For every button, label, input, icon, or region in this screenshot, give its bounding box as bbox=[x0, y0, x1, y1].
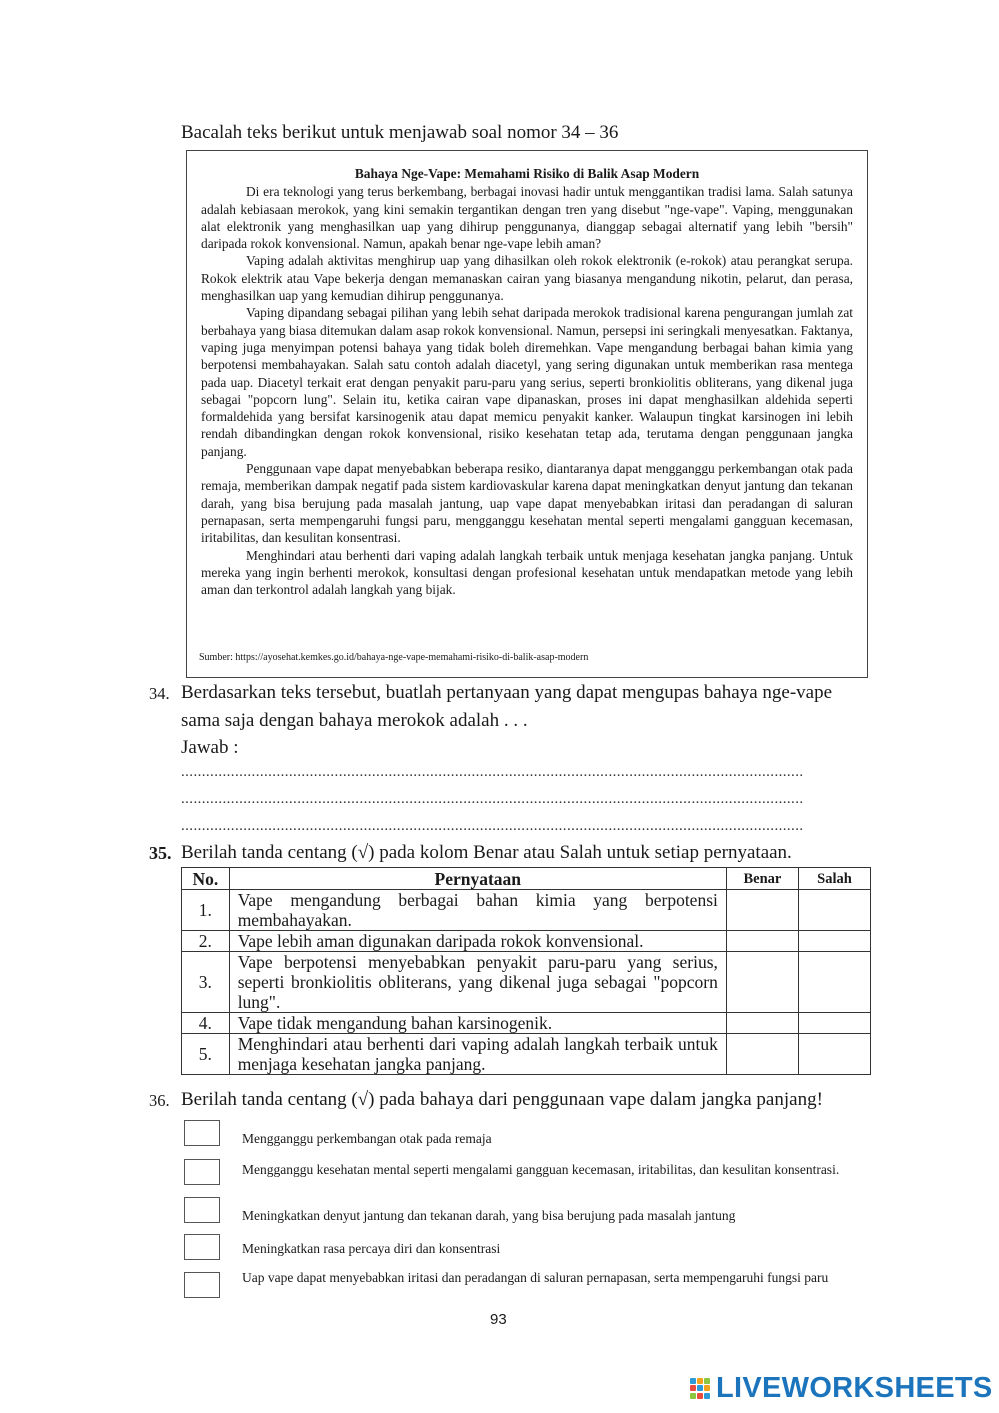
row-number: 5. bbox=[182, 1034, 230, 1075]
false-cell[interactable] bbox=[798, 1013, 870, 1034]
table-row bbox=[182, 1034, 871, 1075]
option-checkbox[interactable] bbox=[184, 1272, 220, 1298]
table-row bbox=[182, 1013, 871, 1034]
article-paragraph: Vaping dipandang sebagai pilihan yang lebih sehat daripada merokok tradisional karena pengurangan jumlah zat berbahaya yang biasa ditemukan dalam asap rokok konvensional. Namun, persepsi ini seringkali menyesatkan. Faktanya, vaping juga menyimpan potensi bahaya yang tidak boleh diremehkan. Vape mengandung berbagai bahan kimia yang berpotensi membahayakan. Salah satu contoh adalah diacetyl, yang sering digunakan untuk memberikan rasa mentega pada uap. Diacetyl terkait erat dengan penyakit paru-paru yang serius, seperti bronkiolitis obliterans, yang dikenal juga sebagai "popcorn lung". Selain itu, ketika cairan vape dipanaskan, proses ini dapat menghasilkan aldehida seperti formaldehida yang bersifat karsinogenik atau dapat memicu penyakit kanker. Walaupun tingkat karsinogen ini lebih rendah dibandingkan dengan rokok konvensional, risiko kesehatan tetap ada, terutama dengan penggunaan jangka panjang. bbox=[201, 305, 853, 459]
table-row bbox=[182, 890, 871, 931]
answer-line-2[interactable]: ...................................................................................................................................................... bbox=[181, 791, 804, 807]
header-no: No. bbox=[182, 868, 230, 890]
question-36-number: 36. bbox=[149, 1091, 170, 1110]
true-cell[interactable] bbox=[726, 1034, 798, 1075]
liveworksheets-brand bbox=[690, 1372, 993, 1405]
row-statement: Vape lebih aman digunakan daripada rokok konvensional. bbox=[229, 931, 726, 952]
question-34-number: 34. bbox=[149, 684, 170, 703]
article-paragraph: Menghindari atau berhenti dari vaping adalah langkah terbaik untuk menjaga kesehatan jangka panjang. Untuk mereka yang ingin berhenti merokok, konsultasi dengan profesional kesehatan untuk mendapatkan metode yang lebih aman dan terkontrol adalah langkah yang bijak. bbox=[201, 547, 853, 598]
option-checkbox[interactable] bbox=[184, 1159, 220, 1185]
false-cell[interactable] bbox=[798, 890, 870, 931]
header-false: Salah bbox=[798, 868, 870, 890]
table-header-row bbox=[182, 868, 871, 890]
row-statement: Vape mengandung berbagai bahan kimia yang berpotensi membahayakan. bbox=[229, 890, 726, 931]
article-source: Sumber: https://ayosehat.kemkes.go.id/bahaya-nge-vape-memahami-risiko-di-balik-asap-modern bbox=[199, 651, 589, 663]
row-number: 1. bbox=[182, 890, 230, 931]
article-box bbox=[186, 150, 868, 678]
option-checkbox[interactable] bbox=[184, 1234, 220, 1260]
false-cell[interactable] bbox=[798, 952, 870, 1013]
question-36-text: Berilah tanda centang (√) pada bahaya dari penggunaan vape dalam jangka panjang! bbox=[181, 1089, 823, 1110]
row-statement: Vape tidak mengandung bahan karsinogenik. bbox=[229, 1013, 726, 1034]
row-number: 4. bbox=[182, 1013, 230, 1034]
true-cell[interactable] bbox=[726, 890, 798, 931]
header-statement: Pernyataan bbox=[229, 868, 726, 890]
answer-line-3[interactable]: ...................................................................................................................................................... bbox=[181, 818, 804, 834]
table-row bbox=[182, 931, 871, 952]
row-statement: Vape berpotensi menyebabkan penyakit paru-paru yang serius, seperti bronkiolitis obliterans, yang dikenal juga sebagai "popcorn lung". bbox=[229, 952, 726, 1013]
table-row bbox=[182, 952, 871, 1013]
reading-instruction: Bacalah teks berikut untuk menjawab soal nomor 34 – 36 bbox=[181, 122, 619, 143]
row-statement: Menghindari atau berhenti dari vaping adalah langkah terbaik untuk menjaga kesehatan jangka panjang. bbox=[229, 1034, 726, 1075]
article-paragraph: Penggunaan vape dapat menyebabkan beberapa resiko, diantaranya dapat mengganggu perkembangan otak pada remaja, memberikan dampak negatif pada sistem kardiovaskular karena dapat meningkatkan denyut jantung dan tekanan darah, yang bisa berujung pada masalah jantung, uap vape dapat menyebabkan iritasi dan peradangan di saluran pernapasan, serta mempengaruhi fungsi paru, mengganggu kesehatan mental seperti mengalami gangguan kecemasan, iritabilitas, dan kesulitan konsentrasi. bbox=[201, 461, 853, 546]
statement-table bbox=[181, 867, 871, 1075]
answer-label: Jawab : bbox=[181, 737, 239, 758]
question-35-number: 35. bbox=[149, 843, 172, 863]
false-cell[interactable] bbox=[798, 1034, 870, 1075]
question-34-text-line2: sama saja dengan bahaya merokok adalah . . . bbox=[181, 710, 528, 731]
true-cell[interactable] bbox=[726, 1013, 798, 1034]
row-number: 3. bbox=[182, 952, 230, 1013]
liveworksheets-logo-icon bbox=[690, 1378, 712, 1400]
question-34-text-line1: Berdasarkan teks tersebut, buatlah pertanyaan yang dapat mengupas bahaya nge-vape bbox=[181, 682, 833, 703]
row-number: 2. bbox=[182, 931, 230, 952]
option-label: Meningkatkan rasa percaya diri dan konsentrasi bbox=[242, 1241, 501, 1256]
false-cell[interactable] bbox=[798, 931, 870, 952]
article-title: Bahaya Nge-Vape: Memahami Risiko di Balik Asap Modern bbox=[354, 166, 700, 181]
answer-line-1[interactable]: ...................................................................................................................................................... bbox=[181, 764, 804, 780]
true-cell[interactable] bbox=[726, 952, 798, 1013]
option-label: Mengganggu kesehatan mental seperti mengalami gangguan kecemasan, iritabilitas, dan kesulitan konsentrasi. bbox=[242, 1162, 840, 1177]
option-label: Meningkatkan denyut jantung dan tekanan darah, yang bisa berujung pada masalah jantung bbox=[242, 1208, 736, 1223]
true-cell[interactable] bbox=[726, 931, 798, 952]
option-label: Mengganggu perkembangan otak pada remaja bbox=[242, 1131, 492, 1146]
page-number: 93 bbox=[490, 1311, 507, 1328]
option-checkbox[interactable] bbox=[184, 1197, 220, 1223]
option-label: Uap vape dapat menyebabkan iritasi dan peradangan di saluran pernapasan, serta mempengaruhi fungsi paru bbox=[242, 1270, 829, 1285]
option-checkbox[interactable] bbox=[184, 1120, 220, 1146]
brand-name: LIVEWORKSHEETS bbox=[716, 1372, 993, 1404]
question-35-text: Berilah tanda centang (√) pada kolom Benar atau Salah untuk setiap pernyataan. bbox=[181, 842, 792, 863]
article-paragraph: Vaping adalah aktivitas menghirup uap yang dihasilkan oleh rokok elektronik (e-rokok) atau perangkat serupa. Rokok elektrik atau Vape bekerja dengan memanaskan cairan yang biasanya mengandung nikotin, pelarut, dan perasa, menghasilkan uap yang kemudian dihirup penggunanya. bbox=[201, 253, 853, 304]
header-true: Benar bbox=[726, 868, 798, 890]
article-paragraph: Di era teknologi yang terus berkembang, berbagai inovasi hadir untuk menggantikan tradisi lama. Salah satunya adalah kebiasaan merokok, yang kini semakin tergantikan dengan tren yang disebut "nge-vape". Vaping, menggunakan alat elektronik yang menghasilkan uap yang dihirup penggunanya, dianggap sebagai alternatif yang lebih "bersih" daripada rokok konvensional. Namun, apakah benar nge-vape lebih aman? bbox=[201, 184, 853, 252]
